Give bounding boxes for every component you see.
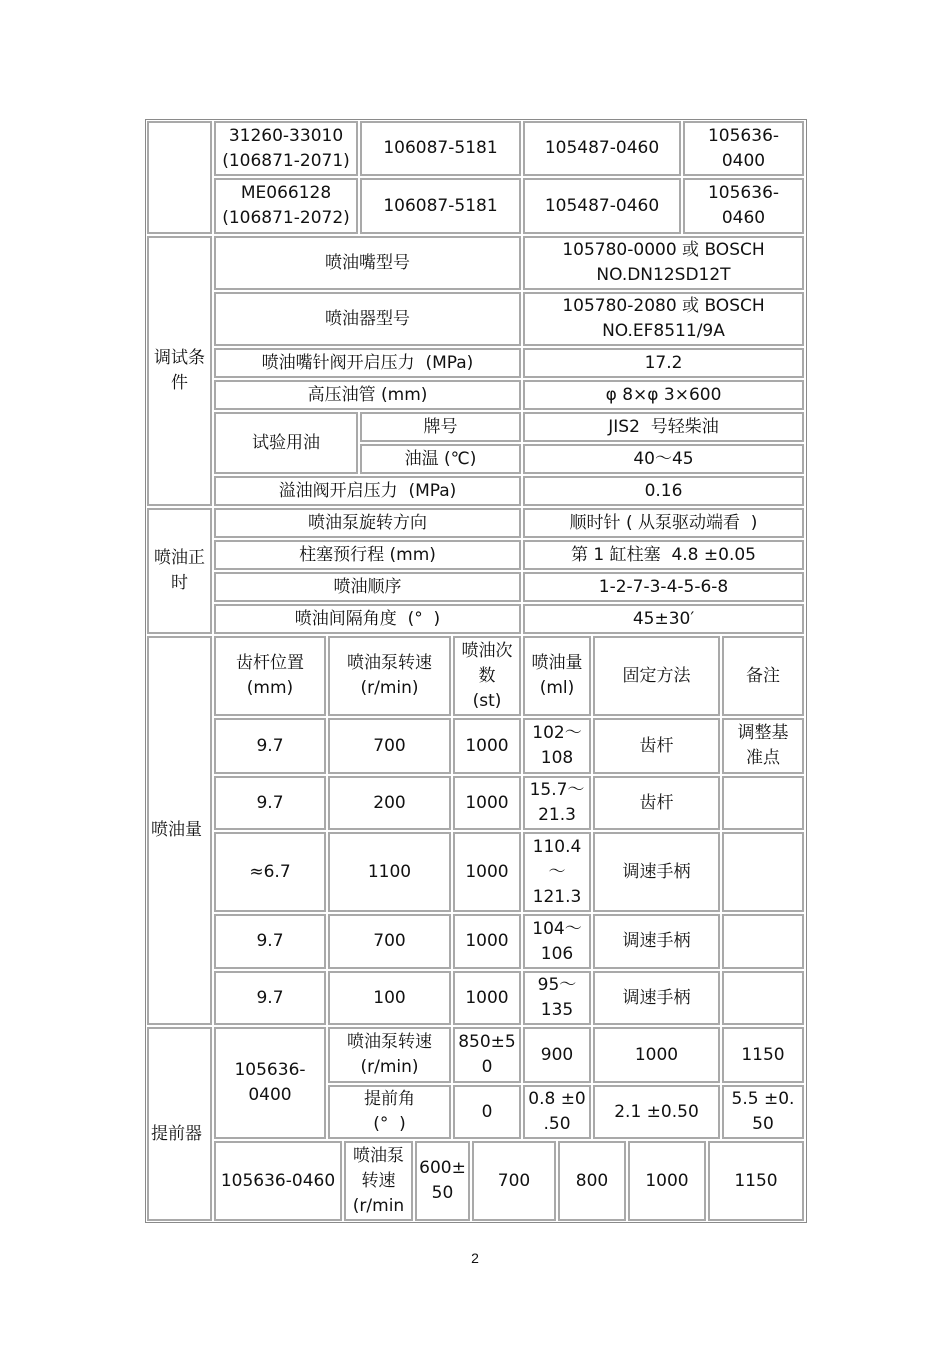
brand-label: 牌号 xyxy=(360,412,521,442)
table-row-4-speed: 700 xyxy=(328,914,451,969)
table-row-3-speed: 1100 xyxy=(328,832,451,912)
advancer-speed-label: 喷油泵转速 (r/min) xyxy=(328,1027,451,1083)
advancer2-speed-4: 1000 xyxy=(628,1141,706,1221)
advancer-speed-2: 900 xyxy=(523,1027,591,1083)
table-row-2-remark xyxy=(722,776,804,830)
interval-label: 喷油间隔角度 (° ) xyxy=(214,604,521,634)
injector-model-value: 105780-2080 或 BOSCH NO.EF8511/9A xyxy=(523,292,804,346)
nozzle-model-label: 喷油嘴型号 xyxy=(214,236,521,290)
table-row-1-fix: 齿杆 xyxy=(593,718,720,774)
table-row-5-rack: 9.7 xyxy=(214,971,326,1025)
header-strokes: 喷油次 数 (st) xyxy=(453,636,521,716)
advancer-unit-2: 105636-0460 xyxy=(214,1141,342,1221)
table-row-3-strokes: 1000 xyxy=(453,832,521,912)
table-row-1-speed: 700 xyxy=(328,718,451,774)
order-label: 喷油顺序 xyxy=(214,572,521,602)
table-row-4-rack: 9.7 xyxy=(214,914,326,969)
rotation-value: 顺时针 ( 从泵驱动端看 ) xyxy=(523,508,804,538)
table-row-3-fix: 调速手柄 xyxy=(593,832,720,912)
opening-pressure-value: 17.2 xyxy=(523,348,804,378)
hp-pipe-label: 高压油管 (mm) xyxy=(214,380,521,410)
advancer-2: 105636-0460 xyxy=(683,178,804,234)
table-row-5-speed: 100 xyxy=(328,971,451,1025)
table-row-5-fix: 调速手柄 xyxy=(593,971,720,1025)
overflow-value: 0.16 xyxy=(523,476,804,506)
advancer-speed-4: 1150 xyxy=(722,1027,804,1083)
table-row-5-strokes: 1000 xyxy=(453,971,521,1025)
table-row-4-qty: 104～ 106 xyxy=(523,914,591,969)
page-number: 2 xyxy=(471,1250,479,1266)
header-fix-method: 固定方法 xyxy=(593,636,720,716)
advancer-speed-1: 850±5 0 xyxy=(453,1027,521,1083)
advancer2-speed-3: 800 xyxy=(558,1141,626,1221)
rotation-label: 喷油泵旋转方向 xyxy=(214,508,521,538)
advancer2-speed-1: 600± 50 xyxy=(415,1141,470,1221)
table-row-2-strokes: 1000 xyxy=(453,776,521,830)
header-quantity: 喷油量 (ml) xyxy=(523,636,591,716)
brand-value: JIS2 号轻柴油 xyxy=(523,412,804,442)
test-oil-label: 试验用油 xyxy=(214,412,358,474)
hp-pipe-value: φ 8×φ 3×600 xyxy=(523,380,804,410)
table-row-4-strokes: 1000 xyxy=(453,914,521,969)
table-row-2-fix: 齿杆 xyxy=(593,776,720,830)
governor-1: 105487-0460 xyxy=(523,121,681,176)
table-row-3-remark xyxy=(722,832,804,912)
advancer-angle-3: 2.1 ±0.50 xyxy=(593,1085,720,1139)
table-row-4-fix: 调速手柄 xyxy=(593,914,720,969)
table-row-1-strokes: 1000 xyxy=(453,718,521,774)
table-row-2-qty: 15.7～ 21.3 xyxy=(523,776,591,830)
prestroke-value: 第 1 缸柱塞 4.8 ±0.05 xyxy=(523,540,804,570)
overflow-label: 溢油阀开启压力 (MPa) xyxy=(214,476,521,506)
advancer-unit-1: 105636-0400 xyxy=(214,1027,326,1139)
part-number-2: ME066128 (106871-2072) xyxy=(214,178,358,234)
table-row-1-qty: 102～ 108 xyxy=(523,718,591,774)
advancer-speed-3: 1000 xyxy=(593,1027,720,1083)
nozzle-model-value: 105780-0000 或 BOSCH NO.DN12SD12T xyxy=(523,236,804,290)
opening-pressure-label: 喷油嘴针阀开启压力 (MPa) xyxy=(214,348,521,378)
order-value: 1-2-7-3-4-5-6-8 xyxy=(523,572,804,602)
header-remarks: 备注 xyxy=(722,636,804,716)
oil-temp-value: 40～45 xyxy=(523,444,804,474)
table-row-4-remark xyxy=(722,914,804,969)
advancer2-speed-2: 700 xyxy=(472,1141,556,1221)
test-conditions-label: 调试条 件 xyxy=(147,236,212,506)
pump-1: 106087-5181 xyxy=(360,121,521,176)
pump-2: 106087-5181 xyxy=(360,178,521,234)
header-rack-position: 齿杆位置 (mm) xyxy=(214,636,326,716)
advancer-1: 105636-0400 xyxy=(683,121,804,176)
table-row-2-speed: 200 xyxy=(328,776,451,830)
timing-label: 喷油正 时 xyxy=(147,508,212,634)
part-number-1: 31260-33010 (106871-2071) xyxy=(214,121,358,176)
injector-model-label: 喷油器型号 xyxy=(214,292,521,346)
table-row-2-rack: 9.7 xyxy=(214,776,326,830)
section-a-label xyxy=(147,121,212,234)
governor-2: 105487-0460 xyxy=(523,178,681,234)
advancer-speed-label-2: 喷油泵 转速 (r/min xyxy=(344,1141,413,1221)
advancer-label: 提前器 xyxy=(147,1027,212,1221)
table-row-3-qty: 110.4 ～ 121.3 xyxy=(523,832,591,912)
prestroke-label: 柱塞预行程 (mm) xyxy=(214,540,521,570)
table-row-5-remark xyxy=(722,971,804,1025)
advancer2-speed-5: 1150 xyxy=(708,1141,804,1221)
advancer-angle-label: 提前角 (° ) xyxy=(328,1085,451,1139)
table-row-3-rack: ≈6.7 xyxy=(214,832,326,912)
header-pump-speed: 喷油泵转速 (r/min) xyxy=(328,636,451,716)
advancer-angle-1: 0 xyxy=(453,1085,521,1139)
interval-value: 45±30′ xyxy=(523,604,804,634)
advancer-angle-2: 0.8 ±0 .50 xyxy=(523,1085,591,1139)
table-row-1-rack: 9.7 xyxy=(214,718,326,774)
oil-temp-label: 油温 (℃) xyxy=(360,444,521,474)
advancer-angle-4: 5.5 ±0. 50 xyxy=(722,1085,804,1139)
injection-label: 喷油量 xyxy=(147,636,212,1025)
table-row-5-qty: 95～ 135 xyxy=(523,971,591,1025)
table-row-1-remark: 调整基 准点 xyxy=(722,718,804,774)
